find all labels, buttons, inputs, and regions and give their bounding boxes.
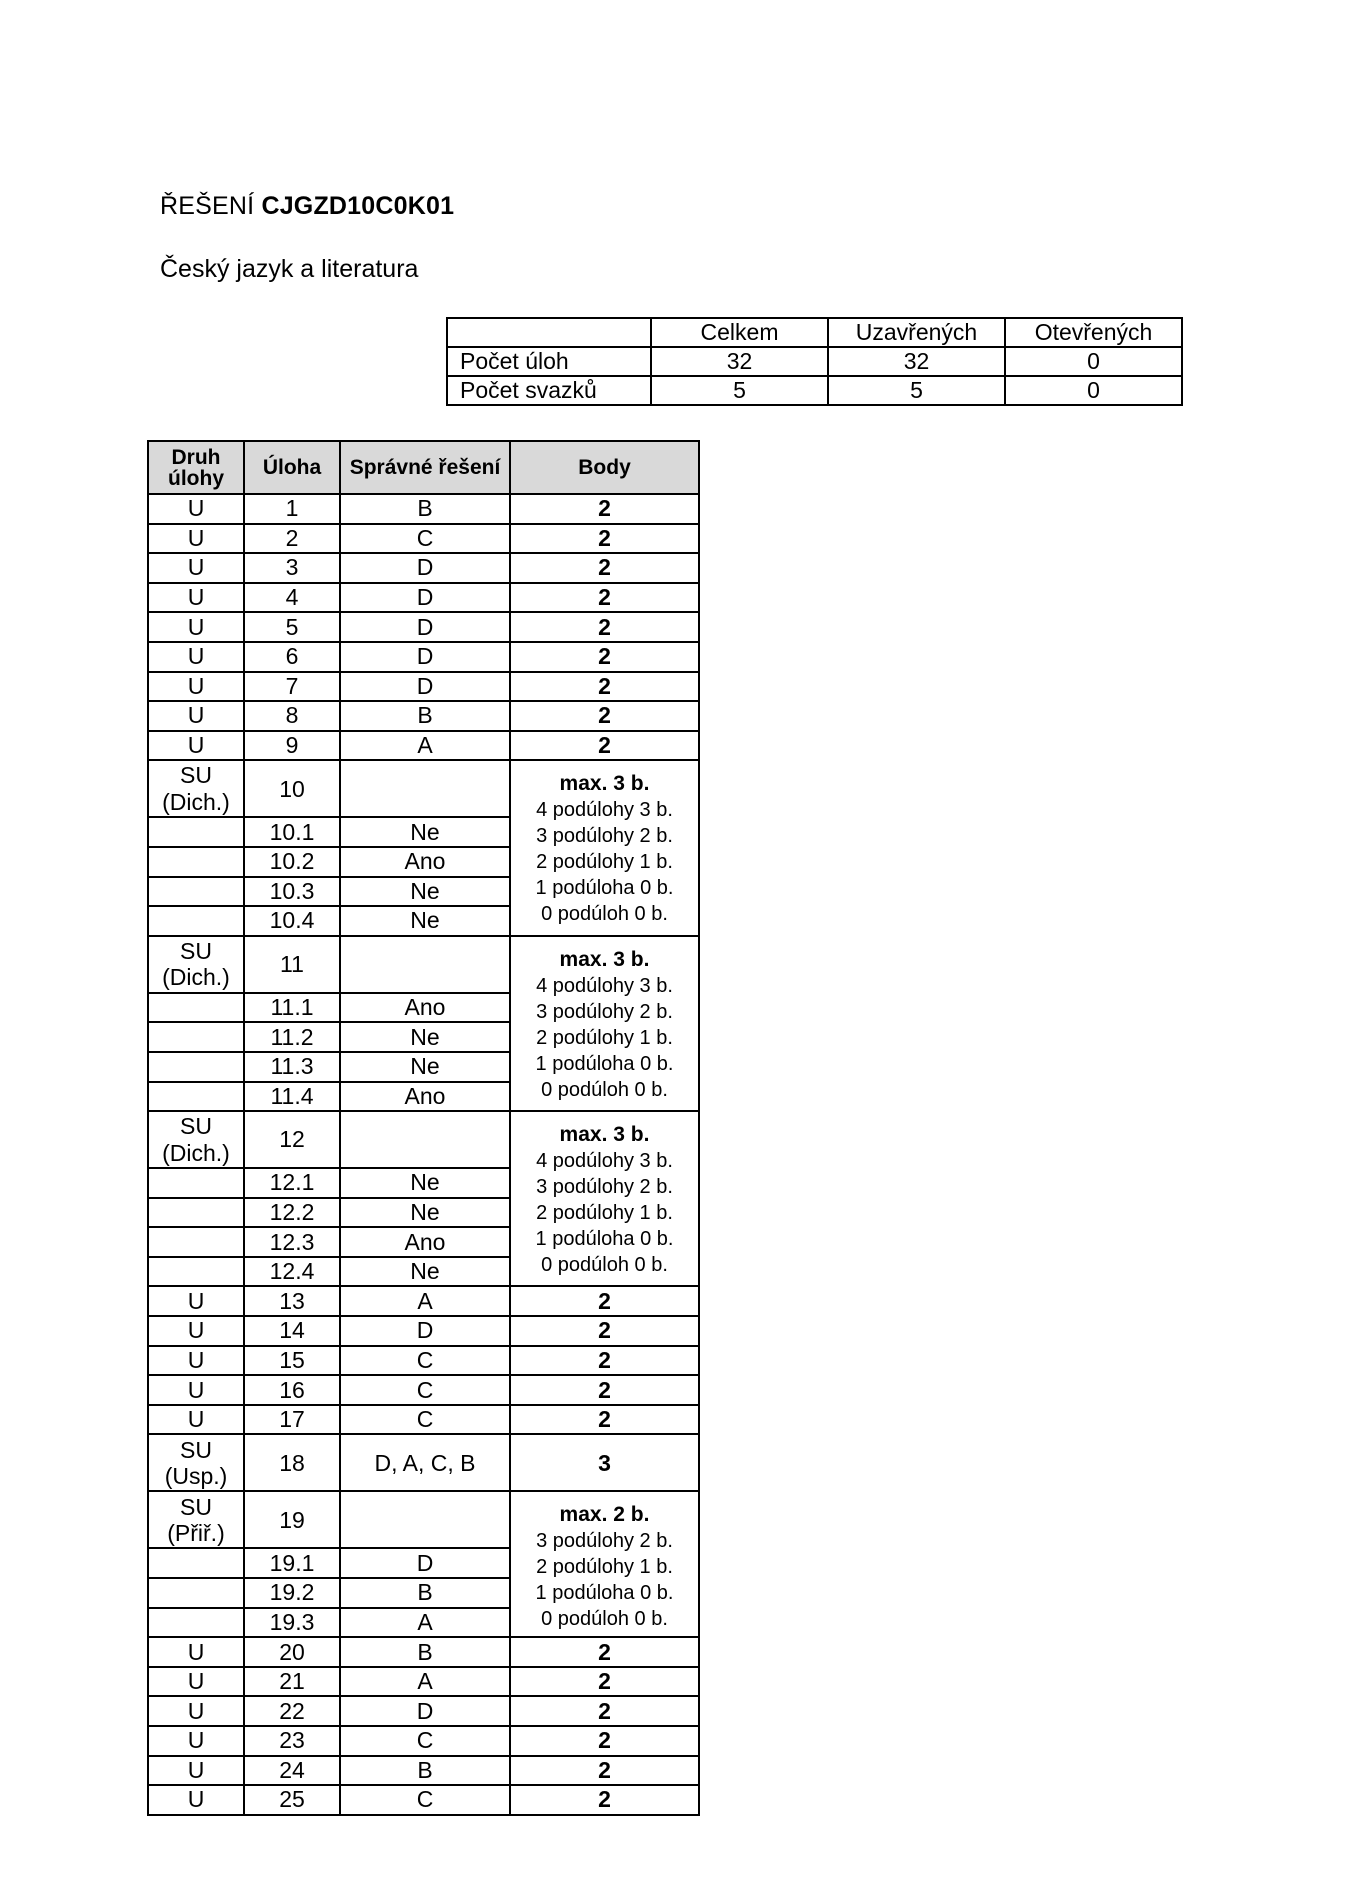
points-cell: 2 [510, 701, 699, 731]
answer-cell: C [340, 1405, 510, 1435]
task-type-cell: U [148, 553, 244, 583]
answer-cell: Ne [340, 1257, 510, 1287]
scoring-line: 3 podúlohy 2 b. [536, 1176, 673, 1199]
answer-cell [340, 1111, 510, 1168]
table-row [148, 1696, 699, 1726]
task-type-cell: U [148, 1756, 244, 1786]
task-type-cell: SU (Usp.) [148, 1434, 244, 1491]
table-row [148, 1434, 699, 1491]
task-number-cell: 10.2 [244, 847, 340, 877]
scoring-line: 1 podúloha 0 b. [535, 1582, 674, 1605]
table-row [148, 731, 699, 761]
answer-cell: Ne [340, 1052, 510, 1082]
points-cell: 2 [510, 612, 699, 642]
answer-cell: D [340, 672, 510, 702]
table-row [148, 1667, 699, 1697]
answer-cell: Ne [340, 906, 510, 936]
task-number-cell: 12.2 [244, 1198, 340, 1228]
max-points-label: max. 3 b. [559, 947, 650, 971]
task-number-cell: 20 [244, 1637, 340, 1667]
task-number-cell: 25 [244, 1785, 340, 1815]
task-type-cell: U [148, 731, 244, 761]
answer-cell: C [340, 1785, 510, 1815]
summary-cell: 5 [651, 376, 828, 405]
answer-cell: Ne [340, 1198, 510, 1228]
task-number-cell: 18 [244, 1434, 340, 1491]
header-task: Úloha [244, 441, 340, 494]
scoring-line: 0 podúloh 0 b. [541, 1608, 668, 1631]
task-type-cell [148, 1052, 244, 1082]
task-number-cell: 19 [244, 1491, 340, 1548]
scoring-cell [510, 1111, 699, 1286]
task-type-cell: U [148, 612, 244, 642]
answer-cell: B [340, 1578, 510, 1608]
points-cell: 2 [510, 1726, 699, 1756]
task-type-cell: U [148, 1405, 244, 1435]
task-type-cell: U [148, 1286, 244, 1316]
max-points-label: max. 3 b. [559, 1123, 650, 1147]
task-number-cell: 15 [244, 1346, 340, 1376]
task-type-cell: U [148, 672, 244, 702]
summary-row-label: Počet úloh [447, 347, 651, 376]
task-number-cell: 14 [244, 1316, 340, 1346]
answer-cell: Ano [340, 1227, 510, 1257]
scoring-line: 2 podúlohy 1 b. [536, 1556, 673, 1579]
max-points-label: max. 2 b. [559, 1503, 650, 1527]
task-number-cell: 19.3 [244, 1608, 340, 1638]
title-code: CJGZD10C0K01 [261, 192, 455, 220]
answer-cell: A [340, 1667, 510, 1697]
answer-cell [340, 1491, 510, 1548]
table-row [148, 524, 699, 554]
points-cell: 2 [510, 553, 699, 583]
task-number-cell: 3 [244, 553, 340, 583]
points-cell: 2 [510, 642, 699, 672]
table-row [148, 1316, 699, 1346]
answer-cell: D [340, 642, 510, 672]
task-type-cell [148, 1227, 244, 1257]
table-row [148, 1375, 699, 1405]
answer-cell: D [340, 553, 510, 583]
task-number-cell: 4 [244, 583, 340, 613]
solutions-table [147, 440, 700, 1816]
task-number-cell: 11.3 [244, 1052, 340, 1082]
solutions-header-row [148, 441, 699, 494]
scoring-cell [510, 936, 699, 1111]
answer-cell: Ne [340, 877, 510, 907]
points-cell: 3 [510, 1434, 699, 1491]
task-number-cell: 6 [244, 642, 340, 672]
scoring-line: 3 podúlohy 2 b. [536, 1530, 673, 1553]
task-type-cell: SU (Dich.) [148, 936, 244, 993]
points-cell: 2 [510, 1316, 699, 1346]
answer-cell: D [340, 1696, 510, 1726]
task-number-cell: 11.2 [244, 1022, 340, 1052]
task-type-cell: U [148, 524, 244, 554]
table-row [148, 1346, 699, 1376]
task-number-cell: 12.3 [244, 1227, 340, 1257]
task-type-cell [148, 1168, 244, 1198]
task-type-cell: U [148, 494, 244, 524]
answer-cell: Ano [340, 1082, 510, 1112]
table-row [148, 672, 699, 702]
answer-cell [340, 936, 510, 993]
task-type-cell: U [148, 583, 244, 613]
table-row [148, 1637, 699, 1667]
answer-cell: A [340, 1286, 510, 1316]
points-cell: 2 [510, 1637, 699, 1667]
table-row [148, 583, 699, 613]
task-number-cell: 1 [244, 494, 340, 524]
task-type-cell: U [148, 1785, 244, 1815]
answer-cell: C [340, 524, 510, 554]
task-number-cell: 11.4 [244, 1082, 340, 1112]
task-number-cell: 5 [244, 612, 340, 642]
table-row [148, 1111, 699, 1168]
answer-cell: Ano [340, 847, 510, 877]
header-type: Druh úlohy [148, 441, 244, 494]
scoring-line: 3 podúlohy 2 b. [536, 1000, 673, 1023]
answer-cell: B [340, 701, 510, 731]
task-type-cell [148, 1257, 244, 1287]
table-row [148, 1756, 699, 1786]
table-row [148, 936, 699, 993]
summary-cell: 0 [1005, 347, 1182, 376]
answer-cell: D [340, 612, 510, 642]
task-number-cell: 13 [244, 1286, 340, 1316]
task-number-cell: 8 [244, 701, 340, 731]
task-number-cell: 12.4 [244, 1257, 340, 1287]
answer-cell: C [340, 1375, 510, 1405]
scoring-line: 4 podúlohy 3 b. [536, 799, 673, 822]
table-row [148, 642, 699, 672]
task-number-cell: 24 [244, 1756, 340, 1786]
task-number-cell: 21 [244, 1667, 340, 1697]
title-prefix: ŘEŠENÍ [160, 192, 255, 220]
task-number-cell: 12.1 [244, 1168, 340, 1198]
answer-cell: A [340, 731, 510, 761]
scoring-cell [510, 1491, 699, 1637]
answer-cell: C [340, 1726, 510, 1756]
task-number-cell: 17 [244, 1405, 340, 1435]
task-type-cell [148, 1022, 244, 1052]
points-cell: 2 [510, 1375, 699, 1405]
task-type-cell: U [148, 1637, 244, 1667]
max-points-label: max. 3 b. [559, 772, 650, 796]
points-cell: 2 [510, 1667, 699, 1697]
answer-cell: Ne [340, 1168, 510, 1198]
solutions-body [148, 494, 699, 1815]
task-type-cell: U [148, 1316, 244, 1346]
summary-header-row [447, 318, 1182, 347]
table-row [148, 1726, 699, 1756]
task-type-cell [148, 877, 244, 907]
summary-cell: 5 [828, 376, 1005, 405]
scoring-cell [510, 760, 699, 935]
task-number-cell: 11.1 [244, 993, 340, 1023]
task-number-cell: 19.2 [244, 1578, 340, 1608]
scoring-line: 2 podúlohy 1 b. [536, 851, 673, 874]
summary-row-label: Počet svazků [447, 376, 651, 405]
task-number-cell: 10 [244, 760, 340, 817]
answer-cell: D [340, 1548, 510, 1578]
scoring-line: 2 podúlohy 1 b. [536, 1202, 673, 1225]
task-type-cell [148, 1578, 244, 1608]
points-cell: 2 [510, 1785, 699, 1815]
answer-cell: C [340, 1346, 510, 1376]
table-row [148, 553, 699, 583]
table-row [148, 612, 699, 642]
task-number-cell: 22 [244, 1696, 340, 1726]
points-cell: 2 [510, 1346, 699, 1376]
task-number-cell: 10.4 [244, 906, 340, 936]
task-type-cell: U [148, 1726, 244, 1756]
task-type-cell: U [148, 1667, 244, 1697]
task-type-cell: U [148, 701, 244, 731]
summary-cell: 0 [1005, 376, 1182, 405]
task-number-cell: 16 [244, 1375, 340, 1405]
scoring-line: 1 podúloha 0 b. [535, 1228, 674, 1251]
task-number-cell: 2 [244, 524, 340, 554]
answer-cell: Ano [340, 993, 510, 1023]
task-type-cell: SU (Dich.) [148, 760, 244, 817]
scoring-line: 1 podúloha 0 b. [535, 1052, 674, 1075]
task-number-cell: 11 [244, 936, 340, 993]
points-cell: 2 [510, 672, 699, 702]
scoring-line: 0 podúloh 0 b. [541, 1078, 668, 1101]
answer-cell: D [340, 1316, 510, 1346]
page-subtitle: Český jazyk a literatura [160, 255, 419, 283]
summary-row [447, 376, 1182, 405]
task-type-cell [148, 1548, 244, 1578]
summary-header-cell: Otevřených [1005, 318, 1182, 347]
answer-cell: Ne [340, 817, 510, 847]
task-type-cell: U [148, 1346, 244, 1376]
table-row [148, 1785, 699, 1815]
task-number-cell: 23 [244, 1726, 340, 1756]
page-title [160, 192, 454, 221]
scoring-line: 4 podúlohy 3 b. [536, 974, 673, 997]
answer-cell: A [340, 1608, 510, 1638]
task-type-cell: SU (Přiř.) [148, 1491, 244, 1548]
task-type-cell: U [148, 642, 244, 672]
answer-cell [340, 760, 510, 817]
task-number-cell: 7 [244, 672, 340, 702]
header-points: Body [510, 441, 699, 494]
task-number-cell: 12 [244, 1111, 340, 1168]
table-row [148, 701, 699, 731]
summary-header-cell: Celkem [651, 318, 828, 347]
points-cell: 2 [510, 1286, 699, 1316]
answer-cell: B [340, 494, 510, 524]
answer-cell: D, A, C, B [340, 1434, 510, 1491]
task-type-cell [148, 847, 244, 877]
table-row [148, 494, 699, 524]
task-type-cell [148, 1082, 244, 1112]
task-number-cell: 19.1 [244, 1548, 340, 1578]
task-type-cell [148, 817, 244, 847]
task-type-cell [148, 993, 244, 1023]
answer-cell: Ne [340, 1022, 510, 1052]
table-row [148, 760, 699, 817]
summary-header-cell [447, 318, 651, 347]
scoring-line: 0 podúloh 0 b. [541, 1254, 668, 1277]
summary-row [447, 347, 1182, 376]
points-cell: 2 [510, 1405, 699, 1435]
table-row [148, 1491, 699, 1548]
points-cell: 2 [510, 583, 699, 613]
scoring-line: 1 podúloha 0 b. [535, 877, 674, 900]
task-number-cell: 9 [244, 731, 340, 761]
points-cell: 2 [510, 524, 699, 554]
header-answer: Správné řešení [340, 441, 510, 494]
points-cell: 2 [510, 1756, 699, 1786]
task-type-cell: U [148, 1696, 244, 1726]
summary-cell: 32 [828, 347, 1005, 376]
answer-cell: D [340, 583, 510, 613]
scoring-line: 2 podúlohy 1 b. [536, 1026, 673, 1049]
summary-table [446, 317, 1183, 406]
table-row [148, 1286, 699, 1316]
task-type-cell [148, 906, 244, 936]
summary-cell: 32 [651, 347, 828, 376]
scoring-line: 0 podúloh 0 b. [541, 903, 668, 926]
summary-header-cell: Uzavřených [828, 318, 1005, 347]
scoring-line: 3 podúlohy 2 b. [536, 825, 673, 848]
points-cell: 2 [510, 1696, 699, 1726]
task-type-cell: SU (Dich.) [148, 1111, 244, 1168]
answer-cell: B [340, 1756, 510, 1786]
scoring-line: 4 podúlohy 3 b. [536, 1150, 673, 1173]
points-cell: 2 [510, 731, 699, 761]
answer-cell: B [340, 1637, 510, 1667]
task-type-cell [148, 1608, 244, 1638]
table-row [148, 1405, 699, 1435]
task-type-cell: U [148, 1375, 244, 1405]
task-number-cell: 10.1 [244, 817, 340, 847]
task-number-cell: 10.3 [244, 877, 340, 907]
points-cell: 2 [510, 494, 699, 524]
task-type-cell [148, 1198, 244, 1228]
